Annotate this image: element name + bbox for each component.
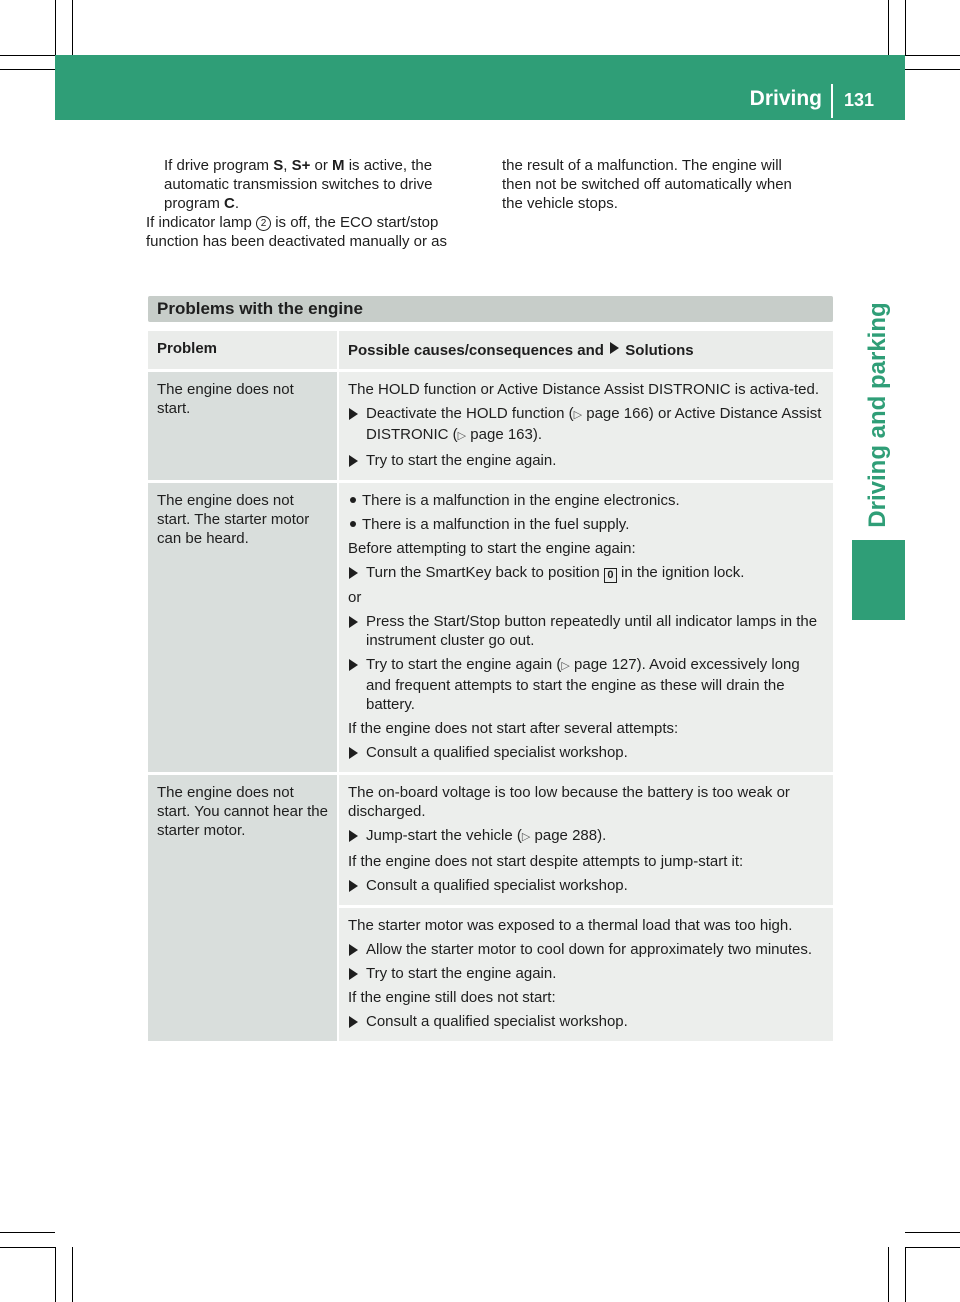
text: page 288). (530, 827, 607, 844)
text: in the ignition lock. (616, 564, 745, 581)
problem-cell: The engine does not start. You cannot hear the starter motor. (148, 775, 339, 1044)
section-title: Problems with the engine (157, 299, 363, 318)
table-row (148, 775, 833, 908)
text: the result of a malfunction. The engine will (502, 157, 782, 174)
text: page 163). (466, 426, 543, 443)
program-s-plus: S+ (291, 157, 311, 174)
cause-text: The starter motor was exposed to a thermal load that was too high. (348, 917, 793, 934)
crop-mark (0, 69, 55, 70)
action-step (348, 826, 824, 847)
problem-cell: The engine does not start. The starter motor can be heard. (148, 483, 339, 775)
problems-table (148, 331, 833, 1044)
intro-paragraph-1 (146, 156, 486, 213)
text: page 166) or Active Distance Assist DISTRONIC ( (366, 405, 822, 443)
header-divider (831, 84, 833, 118)
page-ref-icon: ▷ (521, 831, 531, 843)
side-tab-marker (852, 540, 905, 620)
crop-mark (55, 0, 56, 55)
cause-text: The HOLD function or Active Distance Assist DISTRONIC is activa-ted. (348, 381, 819, 398)
crop-mark (888, 0, 889, 55)
text: Possible causes/consequences and (348, 342, 609, 359)
action-step: Allow the starter motor to cool down for approximately two minutes. (348, 940, 824, 959)
text: Try to start the engine again ( (366, 656, 562, 673)
text: Solutions (621, 342, 694, 359)
chapter-title: Driving (749, 87, 822, 110)
page-number: 131 (844, 90, 875, 110)
crop-mark (55, 1247, 56, 1302)
text: page 127). Avoid excessively long and frequent attempts to start the engine as these will drain the battery. (366, 656, 800, 713)
crop-mark (888, 1247, 889, 1302)
text: If indicator lamp (146, 214, 257, 231)
intro-left (146, 156, 486, 251)
instruction-text: If the engine still does not start: (348, 989, 556, 1006)
solution-cell (339, 372, 833, 483)
text: Deactivate the HOLD function ( (366, 405, 574, 422)
indicator-lamp-number-icon: 2 (256, 216, 271, 231)
instruction-text: If the engine does not start after several attempts: (348, 720, 679, 737)
action-step: Consult a qualified specialist workshop. (348, 1012, 824, 1031)
instruction-text: Before attempting to start the engine again: (348, 540, 636, 557)
text: Jump-start the vehicle ( (366, 827, 522, 844)
crop-mark (905, 0, 906, 55)
problem-cell: The engine does not start. (148, 372, 339, 483)
crop-mark (905, 1232, 960, 1233)
program-s: S (273, 157, 284, 174)
text: function has been deactivated manually or as (146, 233, 448, 250)
column-header-problem: Problem (148, 331, 339, 372)
text: If drive program (164, 157, 274, 174)
crop-mark (905, 1247, 906, 1302)
crop-mark (72, 0, 73, 55)
program-c: C (224, 195, 235, 212)
page-ref-icon: ▷ (573, 409, 583, 421)
action-step (348, 563, 824, 583)
intro-paragraph-3 (502, 156, 842, 213)
solution-cell (339, 483, 833, 775)
cause-text: The on-board voltage is too low because the battery is too weak or discharged. (348, 784, 790, 820)
text: program (164, 195, 225, 212)
text: automatic transmission switches to drive (164, 176, 433, 193)
action-step: Consult a qualified specialist workshop. (348, 743, 824, 762)
text: Turn the SmartKey back to position (366, 564, 604, 581)
crop-mark (72, 1247, 73, 1302)
section-heading (148, 296, 833, 322)
page-ref-icon: ▷ (561, 660, 570, 672)
page-ref-icon: ▷ (457, 430, 467, 442)
action-step (348, 404, 824, 446)
crop-mark (905, 69, 960, 70)
side-tab-label: Driving and parking (864, 302, 891, 528)
or-text: or (348, 589, 362, 606)
program-m: M (332, 157, 345, 174)
solution-cell (339, 775, 833, 908)
crop-mark (905, 1247, 960, 1248)
action-step: Press the Start/Stop button repeatedly until all indicator lamps in the instrument cluster go out. (348, 612, 824, 650)
key-position-0-icon: 0 (604, 568, 617, 583)
text: , (283, 157, 292, 174)
text: is active, the (344, 157, 433, 174)
intro-paragraph-2 (146, 213, 486, 251)
table-row (148, 483, 833, 775)
text: is off, the ECO start/stop (271, 214, 439, 231)
crop-mark (0, 1247, 55, 1248)
table-row (148, 372, 833, 483)
solution-cell (339, 908, 833, 1044)
cause-bullet: There is a malfunction in the fuel supply. (348, 515, 824, 534)
text: the vehicle stops. (502, 195, 618, 212)
intro-right (502, 156, 842, 213)
text: or (310, 157, 333, 174)
action-step: Try to start the engine again. (348, 964, 824, 983)
cause-bullet: There is a malfunction in the engine electronics. (348, 491, 824, 510)
text: then not be switched off automatically when (502, 176, 792, 193)
instruction-text: If the engine does not start despite attempts to jump-start it: (348, 853, 744, 870)
table-header-row (148, 331, 833, 372)
column-header-solutions (339, 331, 833, 372)
action-step: Try to start the engine again. (348, 451, 824, 470)
crop-mark (0, 55, 55, 56)
action-step: Consult a qualified specialist workshop. (348, 876, 824, 895)
action-arrow-icon (610, 342, 619, 354)
crop-mark (0, 1232, 55, 1233)
text: . (234, 195, 240, 212)
crop-mark (905, 55, 960, 56)
action-step (348, 655, 824, 714)
